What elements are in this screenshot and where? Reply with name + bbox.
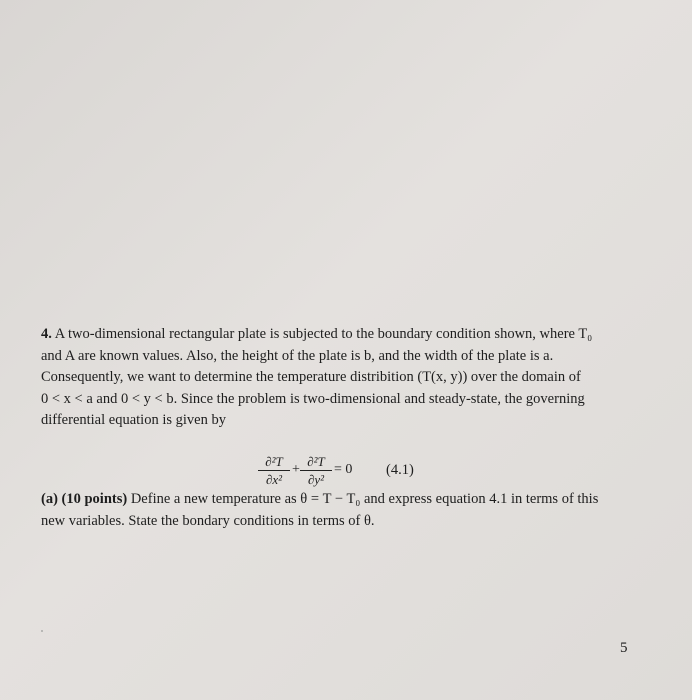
problem-line-5: differential equation is given by bbox=[41, 412, 226, 428]
part-a-line-1: Define a new temperature as θ = T − T₀ and express equation 4.1 in terms of this bbox=[130, 491, 599, 507]
problem-line-3: Consequently, we want to determine the temperature distribition (T(x, y)) over the domain of bbox=[41, 369, 581, 385]
problem-line-2: and A are known values. Also, the height of the plate is b, and the width of the plate is a. bbox=[41, 347, 554, 364]
problem-line-4: 0 < x < a and 0 < y < b. Since the problem is two-dimensional and steady-state, the governing bbox=[41, 390, 585, 407]
fraction-denominator: ∂x² bbox=[265, 472, 283, 487]
plus-sign: + bbox=[292, 462, 300, 477]
paper-speck bbox=[41, 630, 43, 632]
part-a-line-2: new variables. State the bondary conditions in terms of θ. bbox=[41, 512, 375, 529]
problem-line-1: A two-dimensional rectangular plate is subjected to the boundary condition shown, where T₀ bbox=[54, 326, 593, 342]
part-a-question bbox=[41, 489, 631, 532]
fraction-d2t-dx2 bbox=[258, 453, 290, 488]
problem-statement bbox=[41, 324, 631, 432]
fraction-denominator: ∂y² bbox=[307, 472, 325, 487]
part-a-label: (a) (10 points) bbox=[41, 491, 128, 507]
fraction-numerator: ∂²T bbox=[258, 453, 290, 471]
page-number: 5 bbox=[620, 640, 628, 656]
equation-label: (4.1) bbox=[386, 462, 414, 478]
fraction-d2t-dy2 bbox=[300, 453, 332, 488]
equation-rhs: = 0 bbox=[334, 462, 353, 477]
fraction-numerator: ∂²T bbox=[300, 453, 332, 471]
problem-number: 4. bbox=[41, 326, 52, 342]
